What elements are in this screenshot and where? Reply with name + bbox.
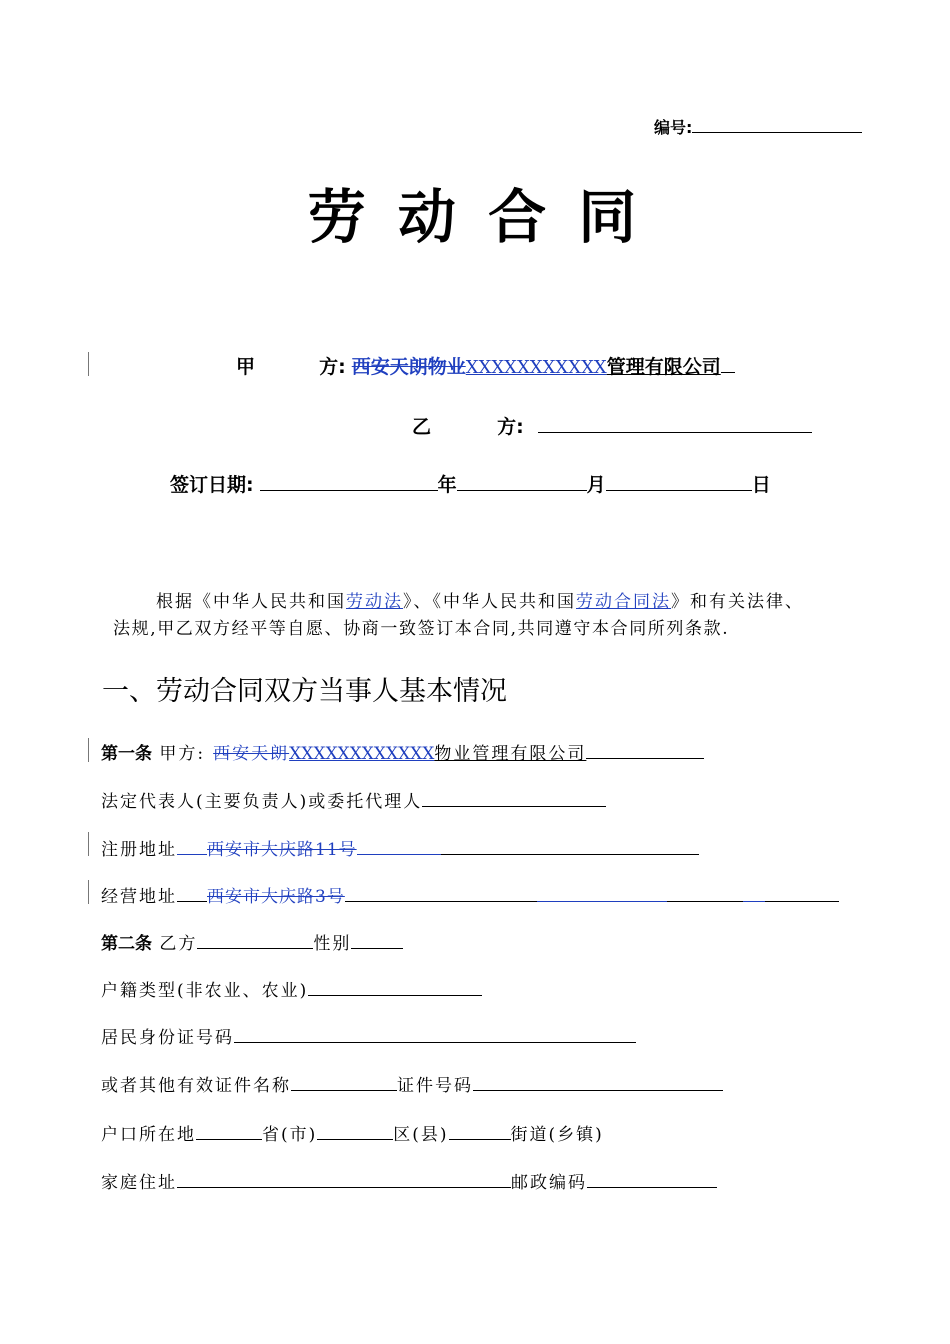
party-a-label-1: 甲	[236, 356, 256, 378]
article-1-name-suffix: 物业管理有限公司	[434, 744, 587, 764]
party-b-line	[412, 412, 812, 439]
section-heading: 一、劳动合同双方当事人基本情况	[102, 676, 507, 707]
hukou-line: 户口所在地 省(市) 区(县) 街道(乡镇)	[101, 1120, 604, 1145]
business-address-line: 经营地址 西安市大庆路3号	[101, 882, 839, 907]
business-address-value: 西安市大庆路3号	[207, 887, 345, 907]
party-a-inserted-name: XXXXXXXXXXX	[465, 357, 607, 378]
province-field[interactable]	[196, 1121, 262, 1140]
id-number-field[interactable]	[234, 1024, 636, 1043]
id-number-line: 居民身份证号码	[101, 1023, 636, 1048]
registered-address-value: 西安市大庆路11号	[207, 840, 357, 860]
district-field[interactable]	[317, 1121, 393, 1140]
year-label: 年	[437, 474, 457, 496]
month-label: 月	[586, 474, 606, 496]
article-1-label: 第一条	[101, 744, 152, 764]
sign-month-field[interactable]	[457, 472, 587, 491]
party-a-line	[236, 352, 735, 379]
page-title: 劳 动 合 同	[307, 183, 643, 251]
cert-number-field[interactable]	[473, 1072, 723, 1091]
document-number-field[interactable]	[692, 114, 862, 133]
home-address-line: 家庭住址 邮政编码	[101, 1168, 717, 1193]
party-b-field[interactable]	[538, 414, 812, 433]
article-1-struck-name: 西安天朗	[213, 744, 290, 764]
document-number-label: 编号:	[654, 118, 693, 137]
postcode-field[interactable]	[587, 1169, 717, 1188]
business-address-field[interactable]	[765, 883, 839, 902]
sign-date-line	[170, 470, 771, 497]
preamble-line-1: 根据《中华人民共和国劳动法》、《中华人民共和国劳动合同法》和有关法律、	[156, 592, 804, 612]
revision-bar	[88, 352, 89, 376]
street-field[interactable]	[449, 1121, 511, 1140]
other-id-line: 或者其他有效证件名称 证件号码	[101, 1071, 723, 1096]
article-1-inserted-name: XXXXXXXXXXXX	[289, 744, 435, 764]
article-2-label: 第二条	[101, 934, 152, 954]
sign-day-field[interactable]	[606, 472, 752, 491]
gender-field[interactable]	[351, 930, 403, 949]
legal-rep-line: 法定代表人(主要负责人)或委托代理人	[101, 787, 606, 812]
registered-address-field[interactable]	[441, 836, 699, 855]
legal-rep-field[interactable]	[422, 788, 606, 807]
party-b-label-2: 方:	[497, 416, 524, 438]
sign-year-field[interactable]	[260, 472, 438, 491]
party-b-label-1: 乙	[412, 416, 432, 438]
registered-address-line: 注册地址 西安市大庆路11号	[101, 835, 699, 860]
party-a-label-2: 方:	[319, 356, 346, 378]
other-id-name-field[interactable]	[291, 1072, 397, 1091]
sign-date-label: 签订日期:	[170, 474, 254, 496]
party-b-name-field[interactable]	[197, 930, 313, 949]
day-label: 日	[751, 474, 771, 496]
household-type-field[interactable]	[308, 977, 482, 996]
home-address-field[interactable]	[177, 1169, 511, 1188]
document-number	[654, 114, 862, 138]
preamble-line-2: 法规,甲乙双方经平等自愿、协商一致签订本合同,共同遵守本合同所列条款.	[113, 619, 730, 639]
labor-contract-law-link[interactable]: 劳动合同法	[576, 592, 671, 612]
article-1-party-a: 第一条 甲方: 西安天朗XXXXXXXXXXXX物业管理有限公司	[101, 739, 704, 764]
labor-law-link[interactable]: 劳动法	[346, 592, 403, 612]
household-type-line: 户籍类型(非农业、农业)	[101, 976, 482, 1001]
party-a-suffix: 管理有限公司	[606, 356, 721, 378]
article-2-party-b: 第二条 乙方 性别	[101, 929, 403, 954]
party-a-struck-name: 西安天朗物业	[351, 356, 466, 378]
